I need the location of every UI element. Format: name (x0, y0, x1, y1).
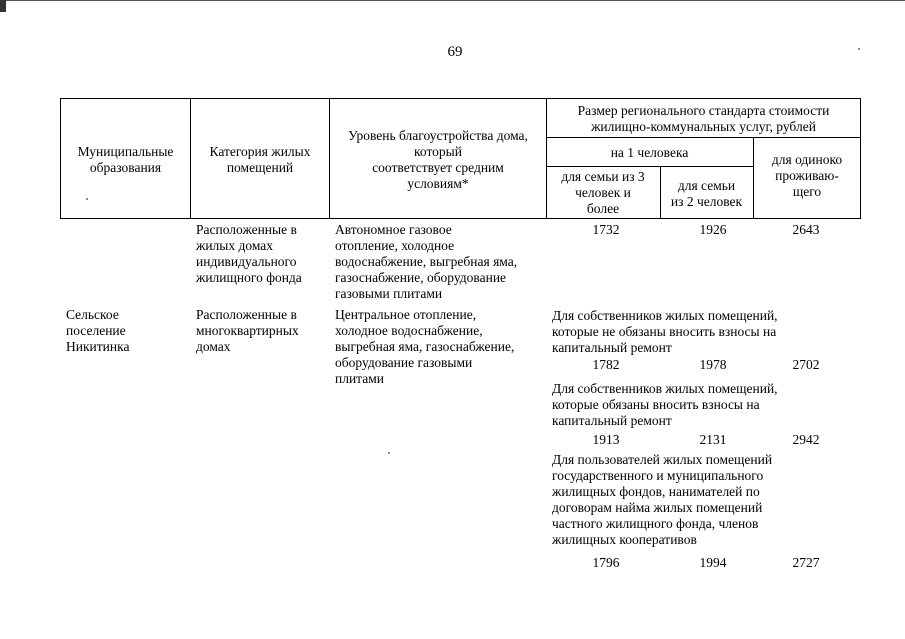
scan-edge (0, 0, 905, 1)
scan-speck (86, 198, 88, 200)
header-per-person: на 1 человека (610, 145, 689, 160)
group3-value-single: 2727 (792, 555, 820, 570)
row1-improvement-level: Автономное газовое отопление, холодное водоснабжение, выгребная яма, газоснабжение, оборудование газовыми плитами (335, 222, 518, 301)
table-top-border (60, 98, 861, 99)
row1-category: Расположенные в жилых домах индивидуального жилищного фонда (196, 222, 302, 285)
header-municipality: Муниципальные образования (77, 144, 174, 175)
header-category: Категория жилых помещений (209, 144, 311, 175)
scan-speck (858, 48, 860, 50)
municipality-name: Сельское поселение Никитинка (66, 307, 130, 354)
group1-value-family2: 1978 (699, 357, 727, 372)
scan-corner-mark (0, 0, 6, 12)
row1-value-family2: 1926 (699, 222, 727, 237)
row2-category: Расположенные в многоквартирных домах (196, 307, 299, 354)
header-single: для одиноко проживаю- щего (771, 152, 843, 199)
group2-value-family2: 2131 (699, 432, 727, 447)
group3-value-family2: 1994 (699, 555, 727, 570)
row1-value-family3: 1732 (592, 222, 620, 237)
group2-label: Для собственников жилых помещений, которые обязаны вносить взносы на капитальный ремонт (552, 381, 778, 428)
group2-value-family3: 1913 (592, 432, 620, 447)
header-family-2: для семьи из 2 человек (670, 178, 743, 209)
row1-value-single: 2643 (792, 222, 820, 237)
page-number: 69 (447, 44, 463, 60)
group1-value-single: 2702 (792, 357, 820, 372)
header-bottom-border (60, 218, 861, 219)
group3-label: Для пользователей жилых помещений государственного и муниципального жилищных фондов, нанимателей по договорам найма жилых помещений частного жилищного фонда, членов жилищных кооперативов (552, 452, 773, 547)
scan-speck (388, 452, 390, 454)
group3-value-family3: 1796 (592, 555, 620, 570)
group1-label: Для собственников жилых помещений, которые не обязаны вносить взносы на капитальный ремонт (552, 308, 778, 355)
group2-value-single: 2942 (792, 432, 820, 447)
row2-improvement-level: Центральное отопление, холодное водоснабжение, выгребная яма, газоснабжение, оборудование газовыми плитами (335, 307, 515, 386)
per-person-divider (546, 166, 753, 167)
header-improvement-level: Уровень благоустройства дома, который соответствует средним условиям* (348, 128, 528, 191)
group1-value-family3: 1782 (592, 357, 620, 372)
header-family-3: для семьи из 3 человек и более (561, 169, 645, 216)
standard-header-divider (546, 137, 861, 138)
header-standard-size: Размер регионального стандарта стоимости жилищно-коммунальных услуг, рублей (577, 103, 830, 134)
